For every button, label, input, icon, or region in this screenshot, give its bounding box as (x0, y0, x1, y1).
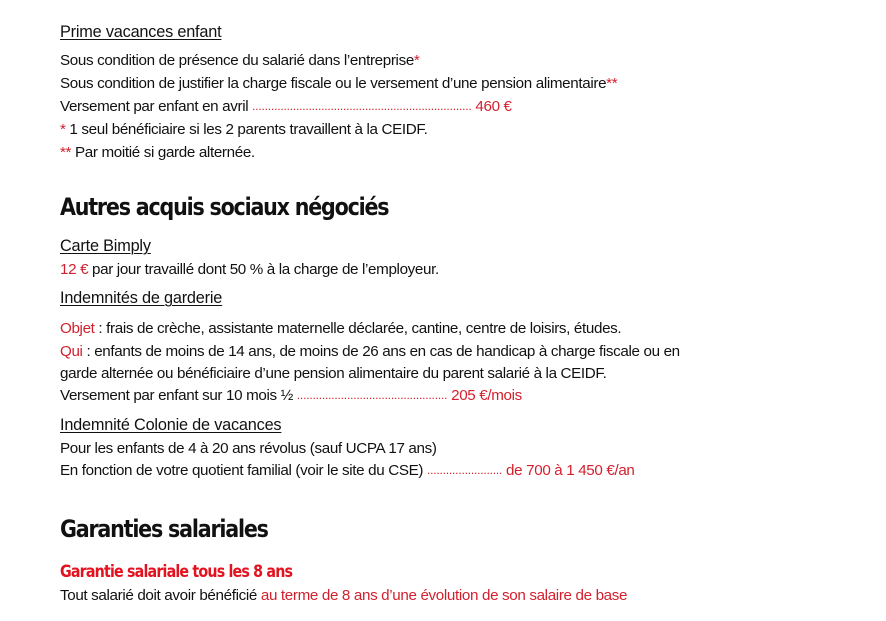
garderie-payment-value: 205 €/mois (447, 387, 522, 404)
garderie-qui-continued: garde alternée ou bénéficiaire d’une pension alimentaire du parent salarié à la CEIDF. (60, 365, 607, 382)
prime-footnote-1-text: 1 seul bénéficiaire si les 2 parents travaillent à la CEIDF. (65, 121, 428, 138)
garderie-qui-label: Qui (60, 343, 83, 360)
garderie-qui-text: : enfants de moins de 14 ans, de moins de 26 ans en cas de handicap à charge fiscale ou en (82, 343, 680, 360)
subsection-title-garderie: Indemnités de garderie (60, 289, 223, 307)
prime-footnote-1 (60, 120, 427, 139)
footnote-mark-1: * (60, 121, 66, 138)
subsection-title-garantie-8-ans: Garantie salariale tous les 8 ans (60, 562, 293, 582)
garderie-objet (60, 319, 621, 338)
subsection-title-colonie: Indemnité Colonie de vacances (60, 416, 282, 434)
prime-payment-value: 460 € (471, 98, 512, 115)
footnote-mark-1: * (413, 52, 420, 69)
footnote-mark-2: ** (60, 144, 72, 161)
prime-footnote-2-text: Par moitié si garde alternée. (71, 144, 255, 161)
carte-bimply-text: par jour travaillé dont 50 % à la charge de l’employeur. (88, 261, 439, 278)
prime-payment-label: Versement par enfant en avril (60, 98, 253, 115)
garantie-text: Tout salarié doit avoir bénéficié (60, 587, 261, 604)
garderie-qui (60, 342, 680, 361)
prime-footnote-2 (60, 143, 255, 162)
garderie-objet-label: Objet (60, 320, 95, 337)
garderie-objet-text: : frais de crèche, assistante maternelle déclarée, cantine, centre de loisirs, études. (94, 320, 622, 337)
colonie-line-2-label: En fonction de votre quotient familial (voir le site du CSE) (60, 462, 427, 479)
footnote-mark-2: ** (606, 75, 618, 92)
prime-condition-presence-text: Sous condition de présence du salarié dans l’entreprise (60, 52, 414, 69)
prime-payment-line (60, 97, 512, 116)
section-title-prime-vacances: Prime vacances enfant (60, 23, 222, 41)
leader-dots: ...................................................................... (252, 99, 472, 113)
colonie-line-2 (60, 461, 635, 480)
section-heading-garanties: Garanties salariales (60, 515, 268, 543)
prime-condition-presence (60, 51, 419, 70)
garantie-description (60, 586, 627, 605)
garderie-payment-label: Versement par enfant sur 10 mois ½ (60, 387, 297, 404)
garderie-payment-line (60, 386, 522, 405)
section-heading-autres-acquis: Autres acquis sociaux négociés (60, 193, 389, 221)
carte-bimply-amount: 12 € (60, 261, 89, 278)
carte-bimply-description (60, 260, 439, 279)
leader-dots: ................................................ (296, 388, 448, 402)
prime-condition-fiscale-text: Sous condition de justifier la charge fiscale ou le versement d’une pension alimentaire (60, 75, 607, 92)
subsection-title-carte-bimply: Carte Bimply (60, 237, 151, 255)
prime-condition-fiscale (60, 74, 617, 93)
garantie-highlight: au terme de 8 ans d’une évolution de son salaire de base (260, 587, 628, 604)
colonie-value: de 700 à 1 450 €/an (502, 462, 635, 479)
leader-dots: ........................ (426, 463, 503, 477)
colonie-line-1: Pour les enfants de 4 à 20 ans révolus (sauf UCPA 17 ans) (60, 440, 437, 457)
